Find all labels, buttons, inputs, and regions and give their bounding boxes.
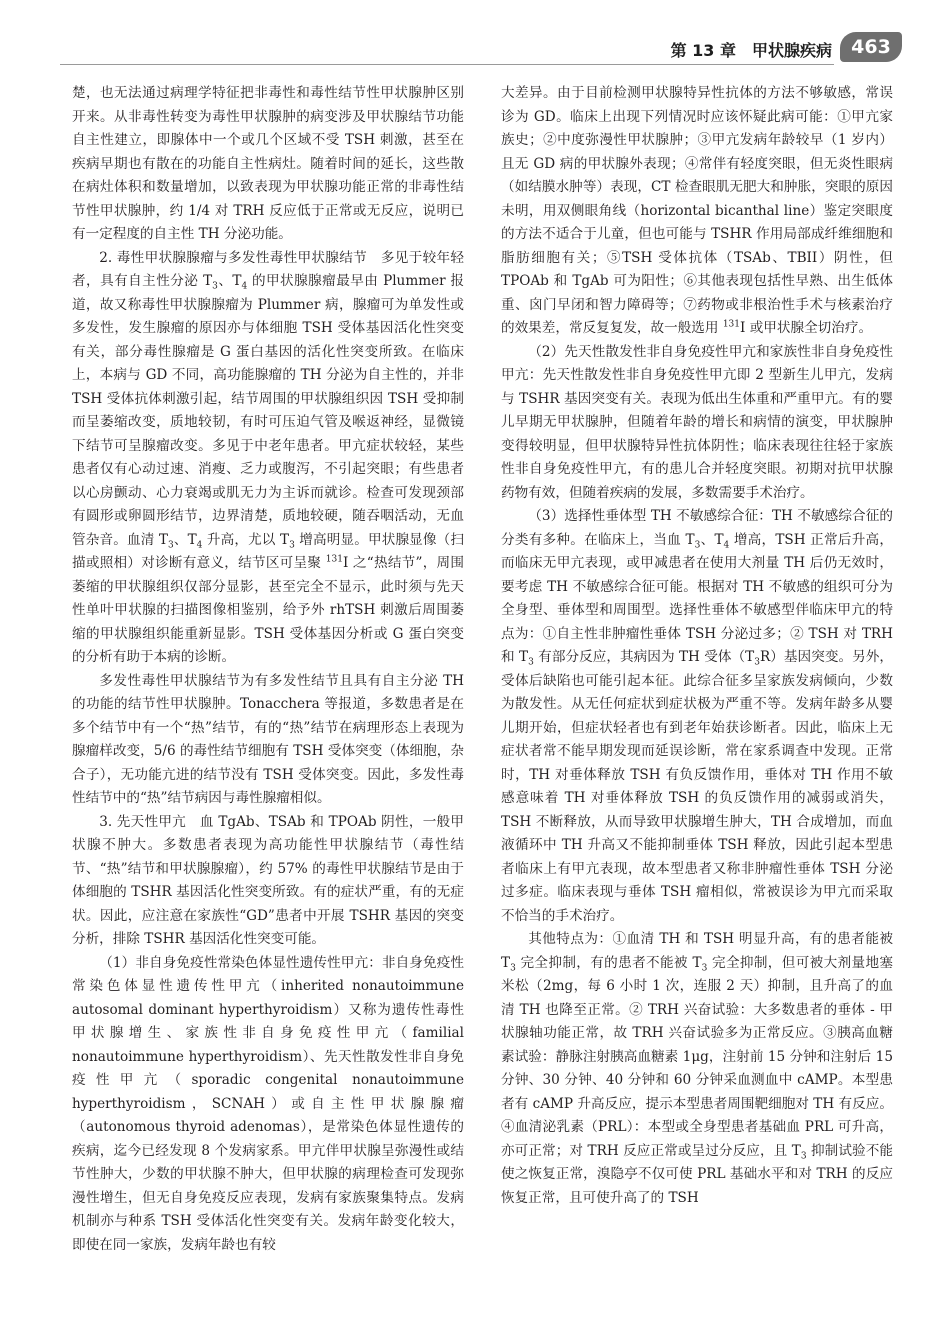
- chapter-title: 第 13 章 甲状腺疾病: [670, 41, 832, 60]
- page-number-badge: 463: [840, 32, 902, 62]
- paragraph-p1: 楚，也无法通过病理学特征把非毒性和毒性结节性甲状腺肿区别开来。从非毒性转变为毒性甲状腺肿的病变涉及甲状腺结节功能自主性建立，即腺体中一个或几个区域不受 TSH 刺激，甚至在疾病早期也有散在的功能自主性病灶。随着时间的延长，这些散在病灶体积和数量增加，以致表现为甲状腺功能正常的非毒性结节性甲状腺肿，约 1/4 对 TRH 反应低于正常或无反应，说明已有一定程度的自主性 TH 分泌功能。: [72, 85, 464, 242]
- paragraph-q1: 大差异。由于目前检测甲状腺特异性抗体的方法不够敏感，常误诊为 GD。临床上出现下列情况时应该怀疑此病可能：①甲亢家族史；②中度弥漫性甲状腺肿；③甲亢发病年龄较早（1 岁内）且无 GD 病的甲状腺外表现；④常伴有轻度突眼，但无炎性眼病（如结膜水肿等）表现，CT 检查眼肌无肥大和肿胀，突眼的原因未明，用双侧眼角线（horizontal bicanthal line）鉴定突眼度的方法不适合于儿童，但也可能与 TSHR 作用局部成纤维细胞和脂肪细胞有关；⑤TSH 受体抗体（TSAb、TBII）阴性，但 TPOAb 和 TgAb 可为阳性；⑥其他表现包括性早熟、出生低体重、囟门早闭和智力障碍等；⑦药物或非根治性手术与核素治疗的效果差，常反复复发，故一般选用 $^{131}$I 或甲状腺全切治疗。: [501, 85, 893, 336]
- paragraph-p3: 多发性毒性甲状腺结节为有多发性结节且具有自主分泌 TH 的功能的结节性甲状腺肿。Tonacchera 等报道，多数患者是在多个结节中有一个“热”结节，有的“热”结节在病理形态上表现为腺瘤样改变，5/6 的毒性结节细胞有 TSH 受体突变（体细胞，杂合子），无功能亢进的结节没有 TSH 受体突变。因此，多发性毒性结节中的“热”结节病因与毒性腺瘤相似。: [72, 672, 464, 806]
- paragraph-p2: 2. 毒性甲状腺腺瘤与多发性毒性甲状腺结节 多见于较年轻者，具有自主性分泌 $T_3$、$T_4$ 的甲状腺腺瘤最早由 Plummer 报道，故又称毒性甲状腺腺瘤为 Plummer 病，腺瘤可为单发性或多发性，发生腺瘤的原因亦与体细胞 TSH 受体基因活化性突变有关，部分毒性腺瘤是 G 蛋白基因的活化性突变所致。在临床上，本病与 GD 不同，高功能腺瘤的 TH 分泌为自主性的，并非 TSH 受体抗体刺激引起，结节周围的甲状腺组织因 TSH 受抑制而呈萎缩改变，质地较韧，有时可压迫气管及喉返神经，显微镜下结节可呈腺瘤改变。多见于中老年患者。甲亢症状较轻，某些患者仅有心动过速、消瘦、乏力或腹泻，不引起突眼；有些患者以心房颤动、心力衰竭或肌无力为主诉而就诊。检查可发现颈部有圆形或卵圆形结节，边界清楚，质地较硬，随吞咽活动，无血管杂音。血清 $T_3$、$T_4$ 升高，尤以 $T_3$ 增高明显。甲状腺显像（扫描或照相）对诊断有意义，结节区可呈聚 $^{131}$I 之“热结节”，周围萎缩的甲状腺组织仅部分显影，甚至完全不显示，此时须与先天性单叶甲状腺的扫描图像相鉴别，给予外 rhTSH 刺激后周围萎缩的甲状腺组织能重新显影。TSH 受体基因分析或 G 蛋白突变的分析有助于本病的诊断。: [72, 249, 464, 665]
- left-text-column: [72, 82, 464, 1257]
- paragraph-q4: 其他特点为：①血清 TH 和 TSH 明显升高，有的患者能被 $T_3$ 完全抑制，有的患者不能被 $T_3$ 完全抑制，但可被大剂量地塞米松（2mg，每 6 小时 1 次，连服 2 天）抑制，且升高了的血清 TH 也降至正常。② TRH 兴奋试验：大多数患者的垂体 - 甲状腺轴功能正常，故 TRH 兴奋试验多为正常反应。③胰高血糖素试验：静脉注射胰高血糖素 1μg，注射前 15 分钟和注射后 15 分钟、30 分钟、40 分钟和 60 分钟采血测血中 cAMP。本型患者有 cAMP 升高反应，提示本型患者周围靶细胞对 TH 有反应。④血清泌乳素（PRL）：本型或全身型患者基础血 PRL 可升高，亦可正常；对 TRH 反应正常或呈过分反应，且 $T_3$ 抑制试验不能使之恢复正常，溴隐亭不仅可使 PRL 基础水平和对 TRH 的反应恢复正常，且可使升高了的 TSH: [501, 931, 894, 1206]
- header-rule: [60, 64, 834, 65]
- paragraph-q3: （3）选择性垂体型 TH 不敏感综合征：TH 不敏感综合征的分类有多种。在临床上，当血 $T_3$、$T_4$ 增高，TSH 正常后升高，而临床无甲亢表现，或甲减患者在使用大剂量 TH 后仍无效时，要考虑 TH 不敏感综合征可能。根据对 TH 不敏感的组织可分为全身型、垂体型和周围型。选择性垂体不敏感型伴临床甲亢的特点为：①自主性非肿瘤性垂体 TSH 分泌过多；② TSH 对 TRH 和 $T_3$ 有部分反应，其病因为 TH 受体$(T_3R)$基因突变。另外，受体后缺陷也可能引起本征。此综合征多呈家族发病倾向，少数为散发性。从无任何症状到症状极为严重不等。发病年龄多从婴儿期开始，但症状轻者也有到老年始获诊断者。因此，临床上无症状者常不能早期发现而延误诊断，常在家系调查中发现。正常时，TH 对垂体释放 TSH 有负反馈作用，垂体对 TH 作用不敏感意味着 TH 对垂体释放 TSH 的负反馈作用的减弱或消失，TSH 不断释放，从而导致甲状腺增生肿大，TH 合成增加，而血液循环中 TH 升高又不能抑制垂体 TSH 释放，因此引起本型患者临床上有甲亢表现，故本型患者又称非肿瘤性垂体 TSH 分泌过多症。临床表现与垂体 TSH 瘤相似，常被误诊为甲亢而采取不恰当的手术治疗。: [501, 508, 893, 924]
- paragraph-q2: （2）先天性散发性非自身免疫性甲亢和家族性非自身免疫性甲亢：先天性散发性非自身免疫性甲亢即 2 型新生儿甲亢，发病与 TSHR 基因突变有关。表现为低出生体重和严重甲亢。有的婴儿早期无甲状腺肿，但随着年龄的增长和病情的演变，甲状腺肿变得较明显，但甲状腺特异性抗体阴性；临床表现往往轻于家族性非自身免疫性甲亢，有的患儿合并轻度突眼。初期对抗甲状腺药物有效，但随着疾病的发展，多数需要手术治疗。: [501, 343, 893, 501]
- page-header: [0, 24, 950, 72]
- paragraph-p4: 3. 先天性甲亢 血 TgAb、TSAb 和 TPOAb 阴性，一般甲状腺不肿大。多数患者表现为高功能性甲状腺结节（毒性结节、“热”结节和甲状腺腺瘤），约 57% 的毒性甲状腺结节是由于体细胞的 TSHR 基因活化性突变所致。有的症状严重，有的无症状。因此，应注意在家族性“GD”患者中开展 TSHR 基因的突变分析，排除 TSHR 基因活化性突变可能。: [72, 813, 464, 947]
- paragraph-p5: （1）非自身免疫性常染色体显性遗传性甲亢：非自身免疫性常染色体显性遗传性甲亢（inherited nonautoimmune autosomal dominant hyperthyroidism）又称为遗传性毒性甲状腺增生、家族性非自身免疫性甲亢（familial nonautoimmune hyperthyroidism）、先天性散发性非自身免疫性甲亢（sporadic congenital nonautoimmune hyperthyroidism，SCNAH）或自主性甲状腺腺瘤（autonomous thyroid adenomas），是常染色体显性遗传的疾病，迄今已经发现 8 个发病家系。甲亢伴甲状腺呈弥漫性或结节性肿大，少数的甲状腺不肿大，但甲状腺的病理检查可发现弥漫性增生，但无自身免疫反应表现，发病有家族聚集特点。发病机制亦与种系 TSH 受体活化性突变有关。发病年龄变化较大，即使在同一家族，发病年龄也有较: [72, 954, 464, 1253]
- right-text-column: [501, 82, 893, 1210]
